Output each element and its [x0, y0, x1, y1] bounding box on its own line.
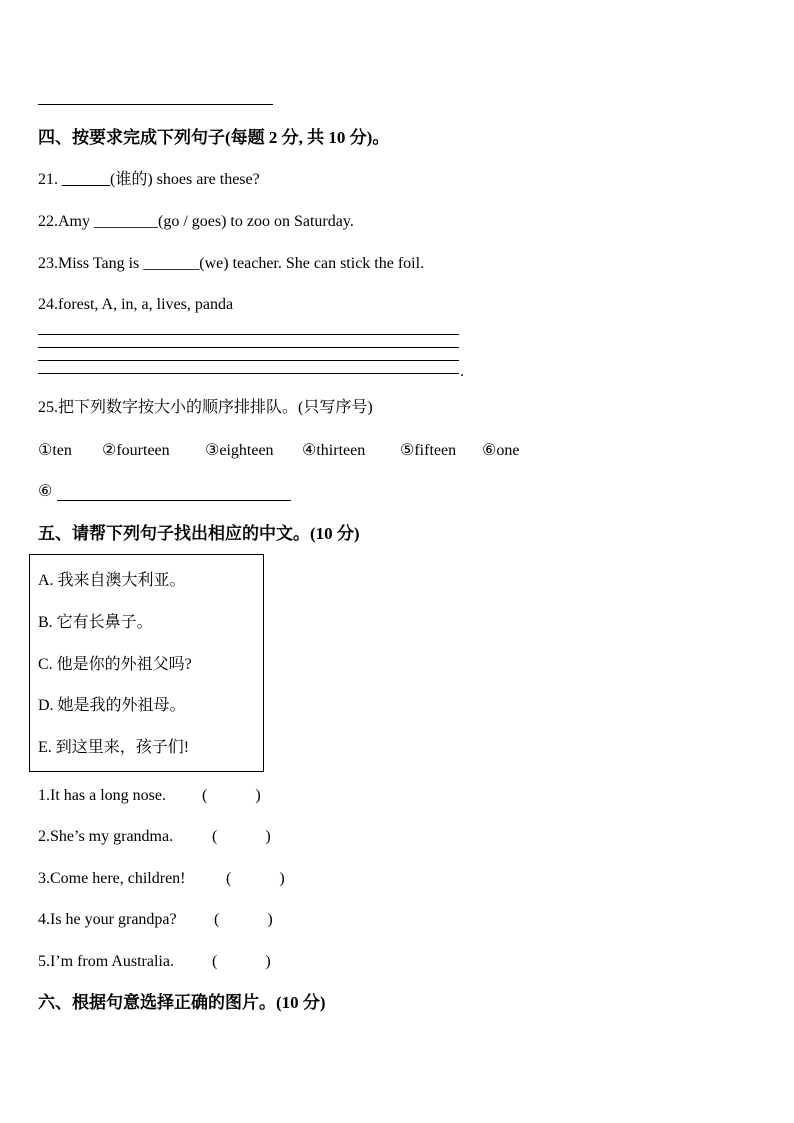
section5-title: 五、请帮下列句子找出相应的中文。(10 分) — [38, 524, 360, 543]
q25-item-5: ⑤fifteen — [400, 442, 457, 459]
q25-item-2: ②fourteen — [102, 442, 170, 459]
question-23: 23.Miss Tang is _______(we) teacher. She can stick the foil. — [38, 255, 425, 272]
match-question-2: 2.She’s my grandma. — [38, 828, 174, 845]
question-21-number: 21. — [38, 171, 58, 188]
answer-line-top[interactable] — [38, 104, 273, 105]
option-c: C. 他是你的外祖父吗? — [38, 656, 192, 673]
match-question-3: 3.Come here, children! — [38, 870, 186, 887]
answer-line-24-2[interactable] — [38, 347, 459, 348]
q25-item-1: ①ten — [38, 442, 72, 459]
q25-answer-label: ⑥ — [38, 483, 53, 500]
option-b: B. 它有长鼻子。 — [38, 614, 153, 631]
answer-line-24-3[interactable] — [38, 360, 459, 361]
match-question-5: 5.I’m from Australia. — [38, 953, 174, 970]
option-d: D. 她是我的外祖母。 — [38, 697, 186, 714]
answer-line-24-1[interactable] — [38, 334, 459, 335]
q25-item-6: ⑥one — [482, 442, 520, 459]
answer-line-24-4[interactable] — [38, 373, 459, 374]
question-24: 24.forest, A, in, a, lives, panda — [38, 296, 234, 313]
match-answer-paren-5[interactable]: ( ) — [212, 953, 271, 970]
option-a: A. 我来自澳大利亚。 — [38, 572, 186, 589]
question-22: 22.Amy ________(go / goes) to zoo on Saturday. — [38, 213, 354, 230]
question-21 — [38, 170, 260, 190]
match-question-4: 4.Is he your grandpa? — [38, 911, 177, 928]
answer-line-24-period: . — [460, 363, 464, 380]
q25-item-4: ④thirteen — [302, 442, 366, 459]
match-answer-paren-2[interactable]: ( ) — [212, 828, 271, 845]
q25-item-3: ③eighteen — [205, 442, 274, 459]
section4-title: 四、按要求完成下列句子(每题 2 分, 共 10 分)。 — [38, 128, 390, 147]
match-answer-paren-4[interactable]: ( ) — [214, 911, 273, 928]
section6-title: 六、根据句意选择正确的图片。(10 分) — [38, 993, 326, 1012]
q25-answer-line[interactable] — [57, 500, 291, 501]
match-answer-paren-1[interactable]: ( ) — [202, 787, 261, 804]
match-question-1: 1.It has a long nose. — [38, 787, 166, 804]
options-box — [29, 554, 264, 772]
match-answer-paren-3[interactable]: ( ) — [226, 870, 285, 887]
question-21-blank[interactable]: ______ — [62, 171, 110, 188]
question-21-text: (谁的) shoes are these? — [110, 171, 260, 188]
question-25: 25.把下列数字按大小的顺序排排队。(只写序号) — [38, 399, 373, 416]
option-e: E. 到这里来，孩子们! — [38, 739, 190, 756]
